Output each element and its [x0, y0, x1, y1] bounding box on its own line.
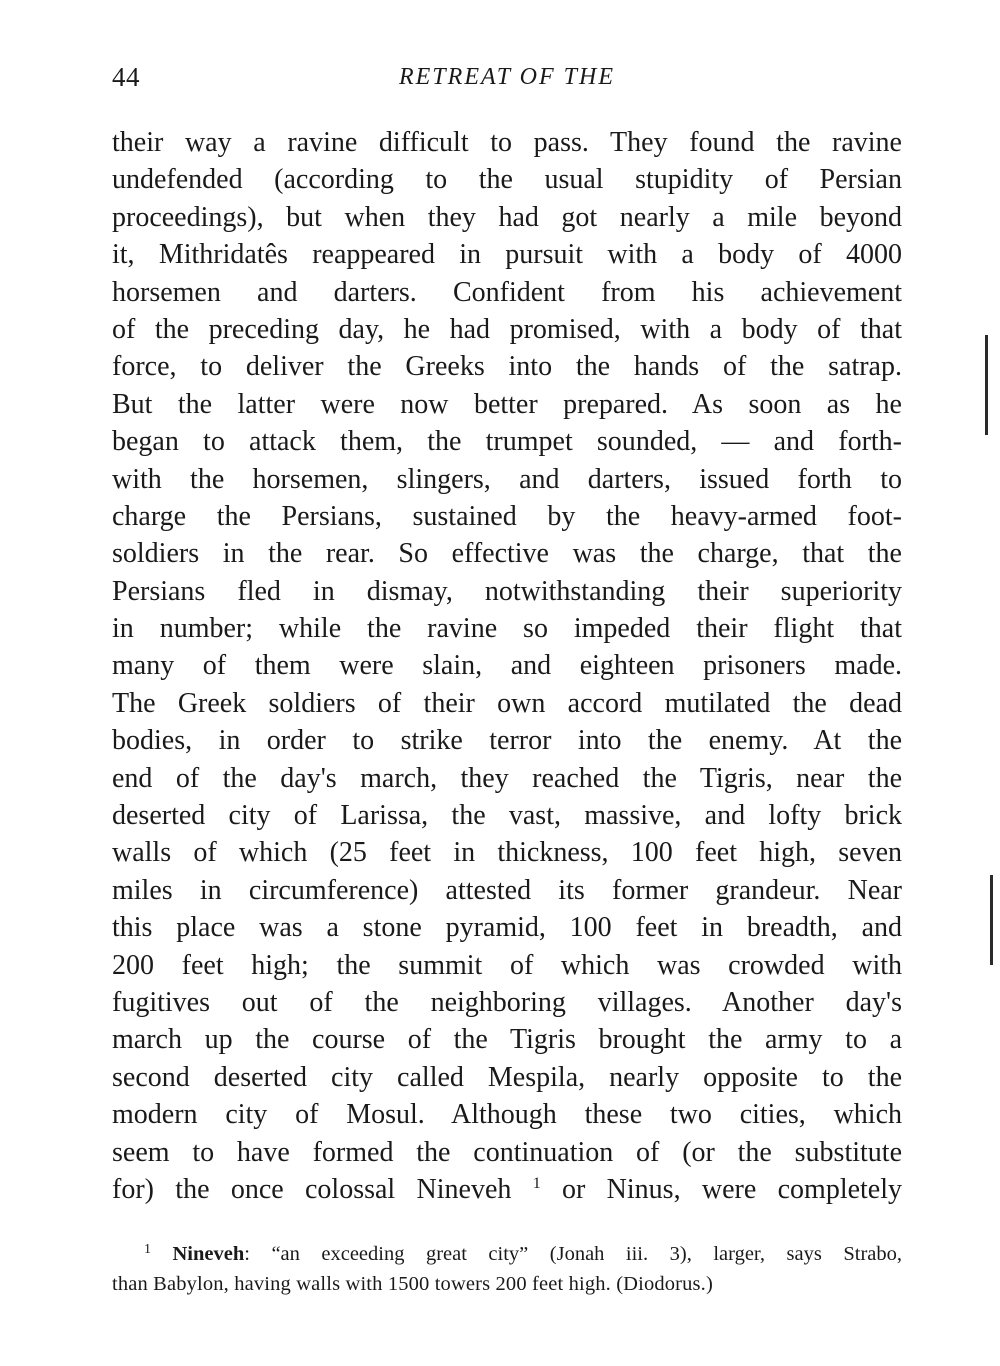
text-line: charge the Persians, sustained by the heavy-armed foot-: [112, 500, 902, 532]
text-line: modern city of Mosul. Although these two cities, which: [112, 1099, 902, 1131]
footnotes: [112, 1239, 902, 1299]
text-line: their way a ravine difficult to pass. They found the ravine: [112, 127, 902, 158]
text-line: But the latter were now better prepared. As soon as he: [112, 388, 902, 420]
text-line: bodies, in order to strike terror into the enemy. At the: [112, 725, 902, 757]
text-line: walls of which (25 feet in thickness, 100 feet high, seven: [112, 837, 902, 869]
footnote-term: Nineveh: [172, 1243, 245, 1265]
text-line: seem to have formed the continuation of (or the substitute: [112, 1136, 902, 1168]
text-line: 200 feet high; the summit of which was crowded with: [112, 949, 902, 981]
footnote-text: : “an exceeding great city” (Jonah iii. 3), larger, says Strabo,: [244, 1243, 902, 1265]
text-line-tail: or Ninus, were completely: [562, 1173, 903, 1205]
text-line: began to attack them, the trumpet sounded, — and forth-: [112, 426, 902, 458]
footnote-text: than Babylon, having walls with 1500 towers 200 feet high. (Diodorus.): [112, 1273, 713, 1295]
footnote-line: [112, 1269, 902, 1299]
footnote-marker: 1: [144, 1242, 151, 1257]
footnote-line: [112, 1239, 902, 1269]
text-line: this place was a stone pyramid, 100 feet in breadth, and: [112, 912, 902, 944]
running-head: RETREAT OF THE: [398, 64, 615, 90]
text-line: The Greek soldiers of their own accord mutilated the dead: [112, 687, 902, 719]
footnote-reference[interactable]: 1: [532, 1174, 541, 1192]
text-line: fugitives out of the neighboring villages. Another day's: [112, 986, 902, 1018]
text-line: Persians fled in dismay, notwithstanding their superiority: [112, 575, 902, 607]
margin-scan-mark: [990, 875, 993, 965]
page-number: 44: [112, 62, 140, 92]
text-line: deserted city of Larissa, the vast, massive, and lofty brick: [112, 800, 902, 832]
text-line: proceedings), but when they had got nearly a mile beyond: [112, 201, 902, 233]
text-line: undefended (according to the usual stupidity of Persian: [112, 164, 902, 196]
text-line: miles in circumference) attested its former grandeur. Near: [112, 874, 902, 906]
text-line: with the horsemen, slingers, and darters, issued forth to: [112, 463, 902, 495]
page-header: [112, 62, 902, 102]
text-line-head: for) the once colossal Nineveh: [112, 1173, 512, 1205]
text-line: in number; while the ravine so impeded their flight that: [112, 613, 902, 645]
text-line: many of them were slain, and eighteen prisoners made.: [112, 650, 902, 682]
text-line: force, to deliver the Greeks into the hands of the satrap.: [112, 351, 902, 383]
text-line: horsemen and darters. Confident from his achievement: [112, 276, 902, 308]
text-line: end of the day's march, they reached the Tigris, near the: [112, 762, 902, 794]
text-line: second deserted city called Mespila, nearly opposite to the: [112, 1061, 902, 1093]
text-line: of the preceding day, he had promised, with a body of that: [112, 313, 902, 345]
text-line-last: [112, 1171, 902, 1208]
text-line: march up the course of the Tigris brought the army to a: [112, 1024, 902, 1056]
text-line: soldiers in the rear. So effective was the charge, that the: [112, 538, 902, 570]
text-line: it, Mithridatês reappeared in pursuit with a body of 4000: [112, 239, 902, 271]
margin-scan-mark: [985, 335, 988, 435]
body-text: [112, 124, 902, 1208]
